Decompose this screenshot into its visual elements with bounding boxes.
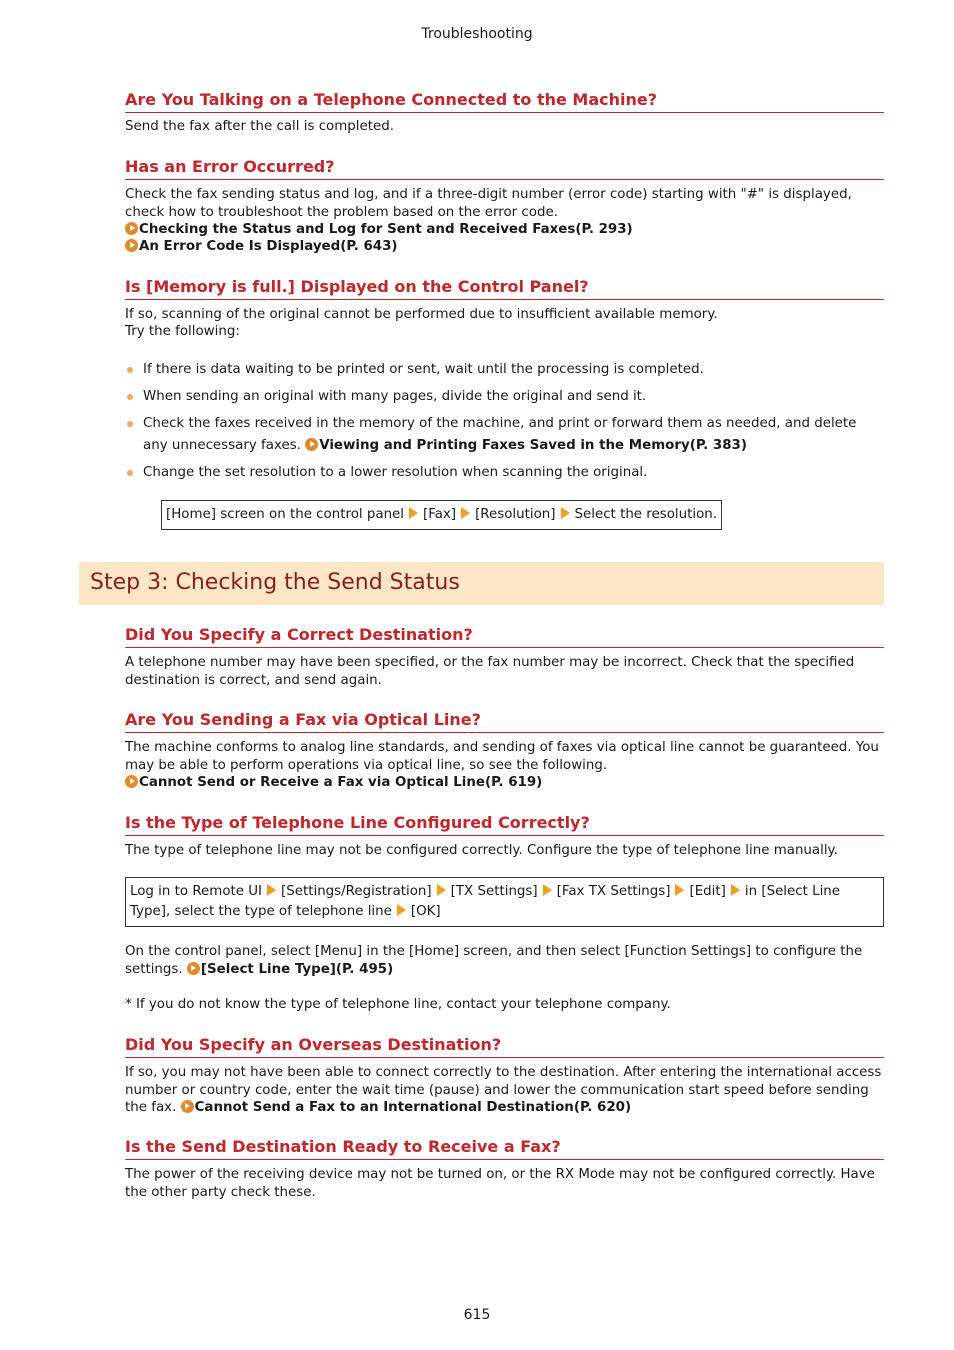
section-heading-line-type: Is the Type of Telephone Line Configured Correctly? [125, 813, 884, 836]
link-select-line-type[interactable] [187, 962, 393, 977]
bullet-icon [127, 470, 133, 476]
link-arrow-icon [181, 1100, 194, 1113]
link-arrow-icon [125, 222, 138, 235]
list-item-text: If there is data waiting to be printed or sent, wait until the processing is completed. [143, 362, 704, 377]
path-arrow-icon [543, 884, 552, 896]
section-text-ready-to-receive: The power of the receiving device may not be turned on, or the RX Mode may not be configured correctly. Have the other party check these. [125, 1167, 875, 1200]
section-text-line-type: The type of telephone line may not be configured correctly. Configure the type of telephone line manually. [125, 843, 838, 858]
path-step: [Fax] [423, 507, 457, 522]
path-arrow-icon [397, 904, 406, 916]
path-step: in [Select Line Type], select the type of telephone line [130, 884, 841, 919]
operation-path-resolution [161, 500, 722, 530]
note-line-type: * If you do not know the type of telephone line, contact your telephone company. [125, 997, 671, 1012]
link-optical-line[interactable] [125, 774, 887, 792]
section-heading-telephone: Are You Talking on a Telephone Connected to the Machine? [125, 90, 884, 113]
link-arrow-icon [125, 239, 138, 252]
bullet-icon [127, 394, 133, 400]
link-error-code[interactable] [125, 238, 887, 256]
link-international-label[interactable]: Cannot Send a Fax to an International Destination(P. 620) [194, 1100, 632, 1115]
bullet-icon [127, 421, 133, 427]
section-text-memory-line2: Try the following: [125, 324, 240, 339]
section-text: If so, you may not have been able to connect correctly to the destination. After entering the international access number or country code, enter the wait time (pause) and lower the communication start speed before sending the fax. [125, 1065, 882, 1115]
section-text: On the control panel, select [Menu] in the [Home] screen, and then select [Function Settings] to configure the settings. [125, 944, 863, 977]
list-item-text: Check the faxes received in the memory of the machine, and print or forward them as needed, and delete any unnecessary faxes. [143, 416, 857, 453]
path-arrow-icon [409, 507, 418, 519]
path-arrow-icon [461, 507, 470, 519]
section-heading-overseas: Did You Specify an Overseas Destination? [125, 1035, 884, 1058]
link-international[interactable] [181, 1100, 632, 1115]
section-text-optical-line: The machine conforms to analog line standards, and sending of faxes via optical line cannot be guaranteed. You may be able to perform operations via optical line, so see the following. [125, 740, 879, 773]
section-text-correct-destination: A telephone number may have been specified, or the fax number may be incorrect. Check that the specified destination is correct, and send again. [125, 655, 855, 688]
link-select-line-type-label[interactable]: [Select Line Type](P. 495) [200, 961, 394, 977]
section-heading-error: Has an Error Occurred? [125, 157, 884, 180]
link-optical-line-label[interactable]: Cannot Send or Receive a Fax via Optical Line(P. 619) [139, 775, 543, 790]
list-item [125, 386, 885, 408]
path-step: [Resolution] [475, 507, 556, 522]
path-arrow-icon [675, 884, 684, 896]
page-header: Troubleshooting [421, 26, 533, 42]
section-text-memory-line1: If so, scanning of the original cannot be performed due to insufficient available memory. [125, 307, 718, 322]
section-heading-ready-to-receive: Is the Send Destination Ready to Receive a Fax? [125, 1137, 884, 1160]
path-step: [Fax TX Settings] [556, 884, 671, 899]
path-step: Log in to Remote UI [130, 884, 263, 899]
path-step: [Home] screen on the control panel [166, 507, 405, 522]
step-title: Step 3: Checking the Send Status [90, 570, 460, 595]
list-item [125, 462, 885, 484]
link-status-log-label[interactable]: Checking the Status and Log for Sent and Received Faxes(P. 293) [139, 222, 633, 237]
page-number: 615 [463, 1307, 491, 1323]
section-heading-correct-destination: Did You Specify a Correct Destination? [125, 625, 884, 648]
list-item-text: When sending an original with many pages, divide the original and send it. [143, 389, 647, 404]
link-viewing-faxes-label[interactable]: Viewing and Printing Faxes Saved in the Memory(P. 383) [319, 438, 747, 453]
section-text-line-type-2 [125, 943, 887, 978]
path-step: [OK] [410, 904, 441, 919]
section-text-telephone: Send the fax after the call is completed. [125, 119, 395, 134]
link-arrow-icon [305, 438, 318, 451]
path-step: Select the resolution. [574, 507, 718, 522]
section-text-error: Check the fax sending status and log, and if a three-digit number (error code) starting with "#" is displayed, check how to troubleshoot the problem based on the error code. [125, 187, 852, 220]
link-status-log[interactable] [125, 221, 887, 239]
section-text-overseas [125, 1064, 887, 1117]
path-step: [TX Settings] [450, 884, 538, 899]
operation-path-line-type [125, 877, 884, 927]
list-item [125, 413, 885, 457]
path-arrow-icon [731, 884, 740, 896]
link-arrow-icon [187, 962, 200, 975]
section-heading-memory-full: Is [Memory is full.] Displayed on the Control Panel? [125, 277, 884, 300]
path-step: [Settings/Registration] [281, 884, 432, 899]
list-item-text: Change the set resolution to a lower resolution when scanning the original. [143, 465, 648, 480]
path-arrow-icon [561, 507, 570, 519]
path-arrow-icon [267, 884, 276, 896]
link-arrow-icon [125, 775, 138, 788]
list-item [125, 359, 885, 381]
bullet-icon [127, 367, 133, 373]
link-viewing-faxes[interactable] [305, 438, 747, 453]
step-banner [79, 562, 884, 605]
list-item-text-with-link [143, 413, 885, 457]
path-step: [Edit] [689, 884, 726, 899]
link-error-code-label[interactable]: An Error Code Is Displayed(P. 643) [139, 239, 398, 254]
section-heading-optical-line: Are You Sending a Fax via Optical Line? [125, 710, 884, 733]
path-arrow-icon [437, 884, 446, 896]
